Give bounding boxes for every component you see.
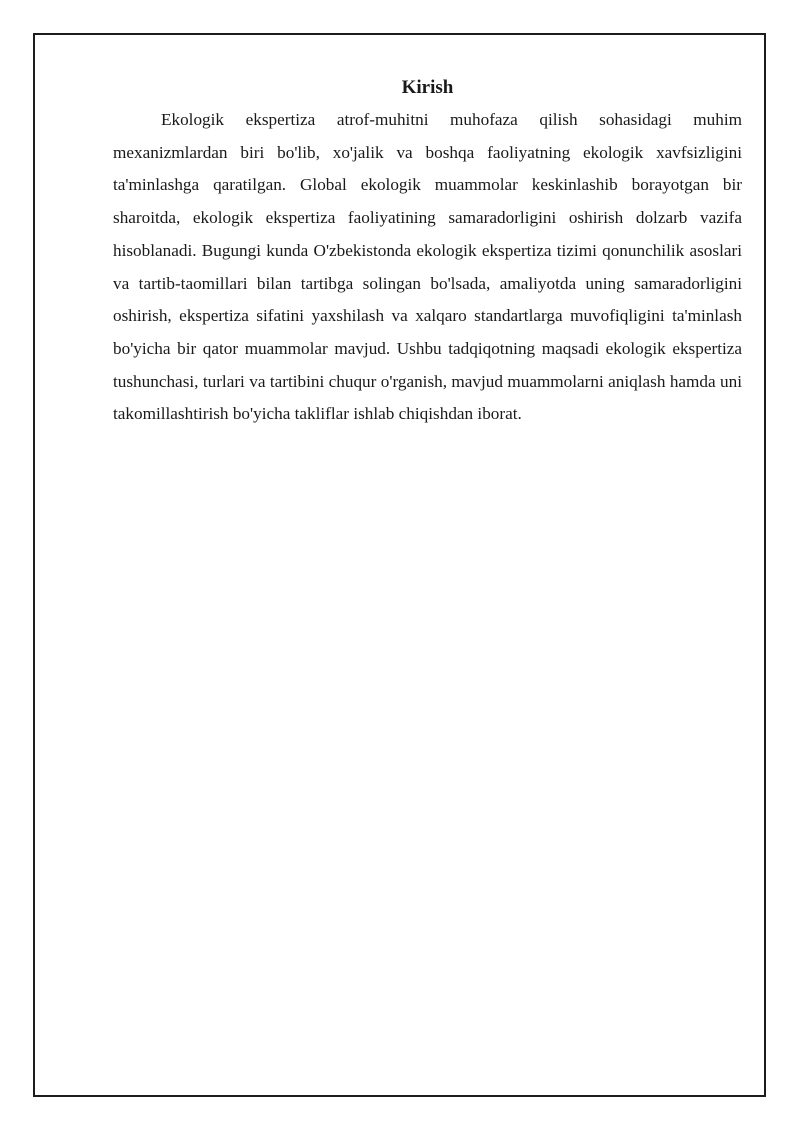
- section-heading: Kirish: [401, 77, 454, 98]
- document-body: [113, 74, 742, 431]
- intro-paragraph: Ekologik ekspertiza atrof-muhitni muhofaza qilish sohasidagi muhim mexanizmlardan biri bo'lib, xo'jalik va boshqa faoliyatning ekologik xavfsizligini ta'minlashga qaratilgan. Global ekologik muammolar keskinlashib borayotgan bir sharoitda, ekologik ekspertiza faoliyatining samaradorligini oshirish dolzarb vazifa hisoblanadi. Bugungi kunda O'zbekistonda ekologik ekspertiza tizimi qonunchilik asoslari va tartib-taomillari bilan tartibga solingan bo'lsada, amaliyotda uning samaradorligini oshirish, ekspertiza sifatini yaxshilash va xalqaro standartlarga muvofiqligini ta'minlash bo'yicha bir qator muammolar mavjud. Ushbu tadqiqotning maqsadi ekologik ekspertiza tushunchasi, turlari va tartibini chuqur o'rganish, mavjud muammolarni aniqlash hamda uni takomillashtirish bo'yicha takliflar ishlab chiqishdan iborat.: [113, 110, 742, 424]
